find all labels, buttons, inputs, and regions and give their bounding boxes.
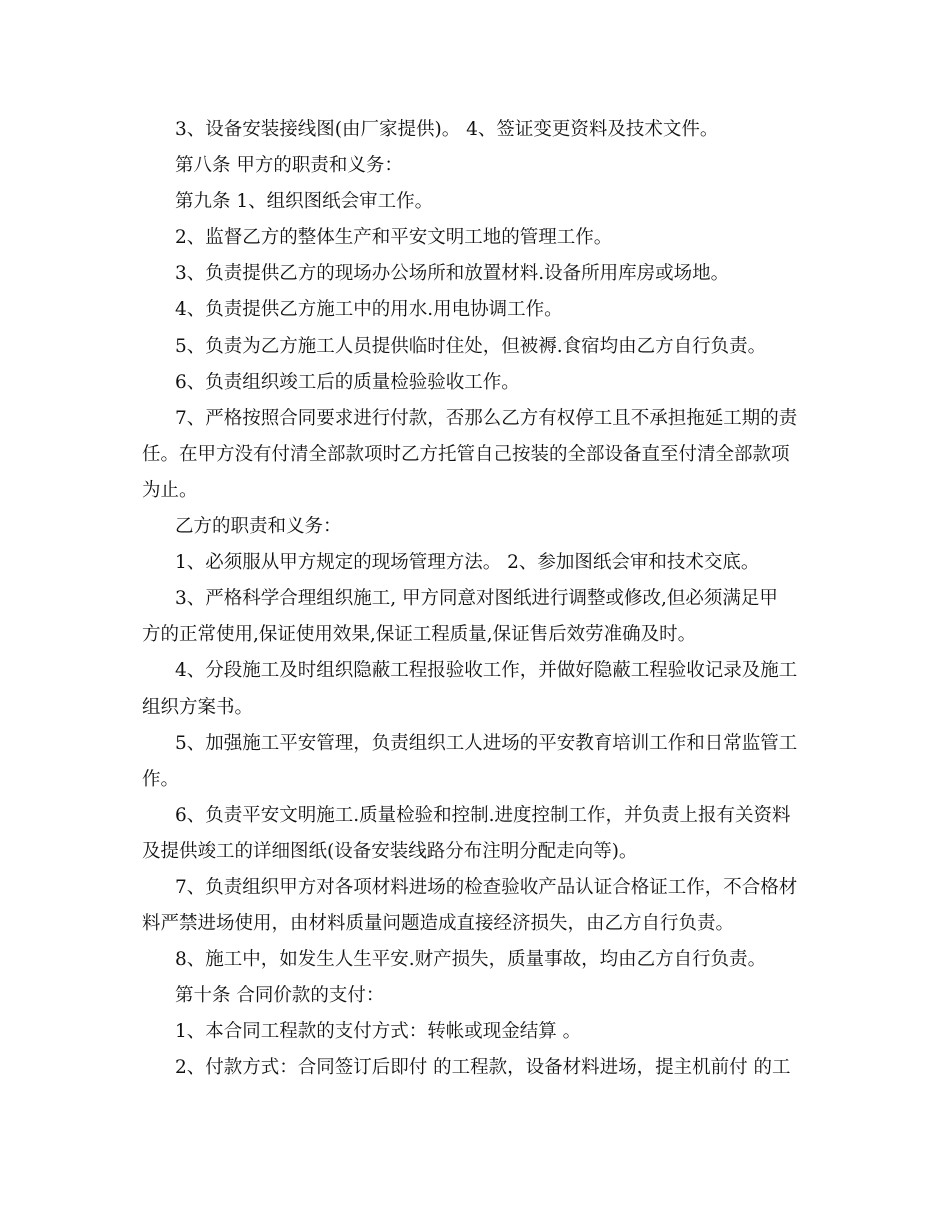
paragraph: [142, 509, 812, 545]
paragraph-line: 第八条 甲方的职责和义务：: [175, 155, 403, 177]
paragraph: [142, 978, 812, 1014]
paragraph-line: 8、施工中，如发生人生平安.财产损失，质量事故，均由乙方自行负责。: [175, 949, 767, 971]
paragraph-line: 1、必须服从甲方规定的现场管理方法。 2、参加图纸会审和技术交底。: [175, 552, 760, 574]
paragraph-line: 任。在甲方没有付清全部款项时乙方托管自己按装的全部设备直至付清全部款项: [142, 443, 790, 465]
paragraph-line: 5、负责为乙方施工人员提供临时住处，但被褥.食宿均由乙方自行负责。: [175, 335, 767, 357]
paragraph: [142, 581, 812, 653]
paragraph: [142, 870, 812, 942]
paragraph: [142, 653, 812, 725]
document-page: [142, 112, 812, 1087]
paragraph-line: 2、付款方式：合同签订后即付 的工程款，设备材料进场，提主机前付 的工: [175, 1057, 791, 1079]
paragraph: [142, 726, 812, 798]
paragraph-line: 及提供竣工的详细图纸(设备安装线路分布注明分配走向等)。: [142, 840, 638, 862]
paragraph-line: 6、负责组织竣工后的质量检验验收工作。: [175, 371, 520, 393]
paragraph-line: 3、负责提供乙方的现场办公场所和放置材料.设备所用库房或场地。: [175, 263, 730, 285]
paragraph: [142, 148, 812, 184]
paragraph: [142, 256, 812, 292]
paragraph-line: 7、负责组织甲方对各项材料进场的检查验收产品认证合格证工作，不合格材: [175, 876, 798, 898]
paragraph: [142, 220, 812, 256]
paragraph-line: 3、设备安装接线图(由厂家提供)。 4、签证变更资料及技术文件。: [175, 119, 719, 140]
paragraph-line: 作。: [142, 768, 180, 790]
paragraph-line: 组织方案书。: [142, 696, 254, 718]
paragraph: [142, 1050, 812, 1086]
paragraph-line: 4、分段施工及时组织隐蔽工程报验收工作，并做好隐蔽工程验收记录及施工: [175, 660, 798, 682]
paragraph-line: 2、监督乙方的整体生产和平安文明工地的管理工作。: [175, 227, 613, 249]
paragraph: [142, 401, 812, 509]
paragraph: [142, 798, 812, 870]
paragraph: [142, 1014, 812, 1050]
paragraph-line: 料严禁进场使用，由材料质量问题造成直接经济损失，由乙方自行负责。: [142, 913, 735, 935]
paragraph-line: 第十条 合同价款的支付：: [175, 985, 385, 1007]
paragraph: [142, 365, 812, 401]
paragraph-line: 1、本合同工程款的支付方式：转帐或现金结算 。: [175, 1021, 582, 1043]
paragraph-line: 4、负责提供乙方施工中的用水.用电协调工作。: [175, 299, 563, 321]
paragraph: [142, 184, 812, 220]
paragraph: [142, 112, 812, 148]
paragraph-line: 6、负责平安文明施工.质量检验和控制.进度控制工作，并负责上报有关资料: [175, 804, 791, 826]
paragraph-line: 为止。: [142, 479, 198, 501]
paragraph-line: 3、严格科学合理组织施工, 甲方同意对图纸进行调整或修改,但必须满足甲: [175, 588, 778, 610]
paragraph-line: 方的正常使用,保证使用效果,保证工程质量,保证售后效劳准确及时。: [142, 624, 697, 646]
paragraph-line: 7、严格按照合同要求进行付款，否那么乙方有权停工且不承担拖延工期的责: [175, 407, 798, 429]
paragraph: [142, 942, 812, 978]
paragraph: [142, 545, 812, 581]
paragraph: [142, 329, 812, 365]
paragraph-line: 5、加强施工平安管理，负责组织工人进场的平安教育培训工作和日常监管工: [175, 732, 798, 754]
paragraph-line: 乙方的职责和义务：: [175, 516, 342, 538]
paragraph: [142, 292, 812, 328]
paragraph-line: 第九条 1、组织图纸会审工作。: [175, 191, 434, 213]
